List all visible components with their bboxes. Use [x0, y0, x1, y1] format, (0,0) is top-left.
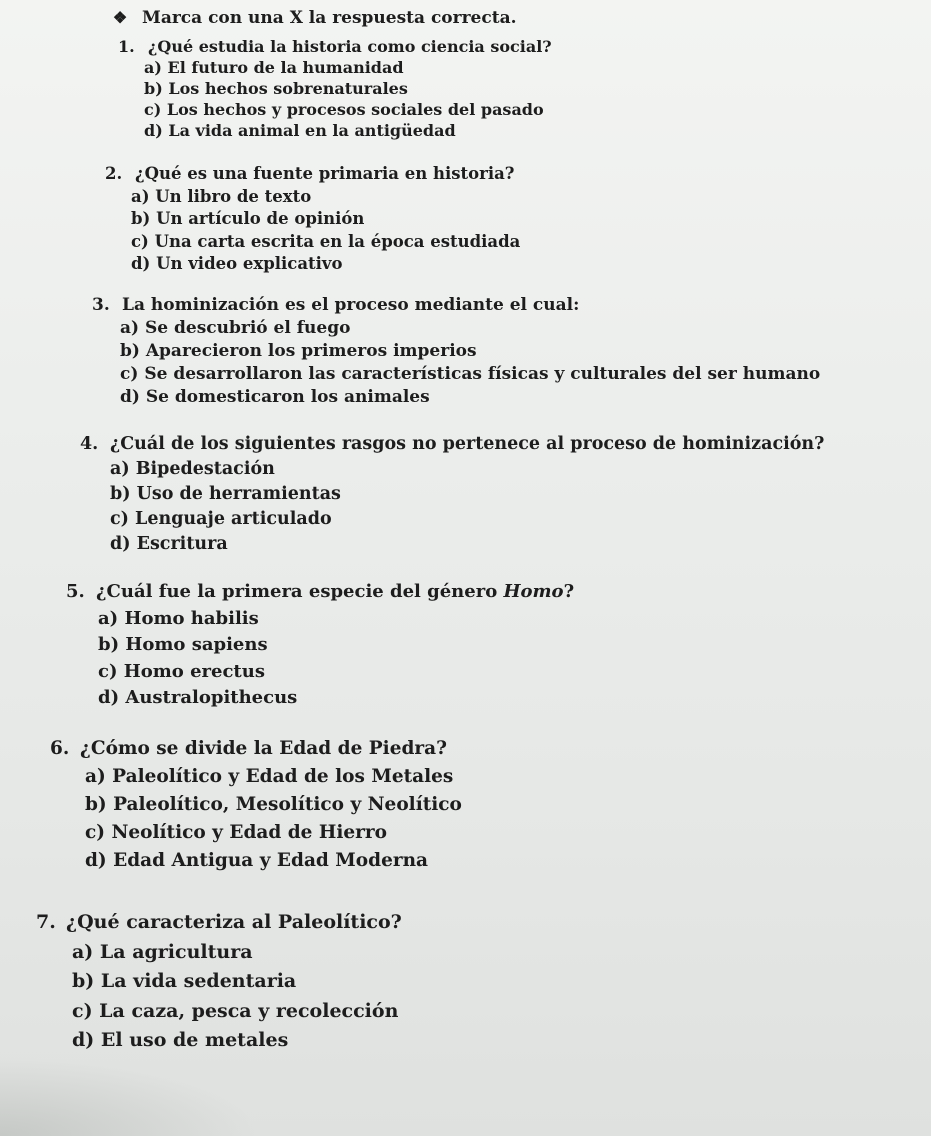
option-3a[interactable]: a) Se descubrió el fuego [120, 318, 351, 338]
question-4 [80, 432, 824, 557]
question-7-text [36, 908, 402, 938]
option-3b[interactable]: b) Aparecieron los primeros imperios [120, 341, 477, 361]
option-7d[interactable]: d) El uso de metales [72, 1029, 289, 1051]
instruction [112, 8, 517, 28]
option-6c[interactable]: c) Neolítico y Edad de Hierro [85, 822, 387, 843]
option-2b[interactable]: b) Un artículo de opinión [131, 209, 365, 228]
instruction-text: Marca con una X la respuesta correcta. [142, 8, 517, 28]
question-1 [118, 36, 552, 141]
diamond-bullet-icon: ❖ [112, 8, 128, 27]
option-7b[interactable]: b) La vida sedentaria [72, 970, 297, 992]
option-4b[interactable]: b) Uso de herramientas [110, 484, 341, 504]
question-number: 3. [92, 295, 110, 315]
question-number: 5. [66, 581, 85, 602]
question-number: 6. [50, 738, 70, 759]
question-number: 1. [118, 37, 135, 56]
question-3-text [92, 294, 820, 317]
option-4d[interactable]: d) Escritura [110, 534, 228, 554]
question-stem-emphasis: Homo [503, 581, 564, 602]
question-1-text [118, 36, 552, 57]
question-stem-emphasis: no [412, 434, 437, 454]
question-stem-post: ? [563, 581, 575, 602]
option-5c[interactable]: c) Homo erectus [98, 660, 265, 682]
option-7c[interactable]: c) La caza, pesca y recolección [72, 999, 399, 1022]
question-5 [66, 579, 574, 712]
question-stem: ¿Qué caracteriza al Paleolítico? [66, 911, 402, 933]
option-6b[interactable]: b) Paleolítico, Mesolítico y Neolítico [85, 794, 462, 815]
question-number: 7. [36, 911, 56, 933]
option-6a[interactable]: a) Paleolítico y Edad de los Metales [85, 766, 454, 787]
option-5d[interactable]: d) Australopithecus [98, 687, 298, 708]
question-3 [92, 294, 820, 409]
question-7 [36, 908, 402, 1056]
question-stem-pre: ¿Cuál fue la primera especie del género [96, 581, 504, 602]
question-stem: ¿Qué es una fuente primaria en historia? [135, 164, 515, 183]
question-stem: ¿Cómo se divide la Edad de Piedra? [80, 738, 447, 759]
question-stem-pre: ¿Cuál de los siguientes rasgos [110, 434, 413, 454]
question-6 [50, 735, 462, 875]
question-5-text [66, 579, 574, 606]
question-6-text [50, 735, 462, 763]
option-2c[interactable]: c) Una carta escrita en la época estudiada [131, 231, 521, 251]
option-3d[interactable]: d) Se domesticaron los animales [120, 387, 430, 407]
option-1c[interactable]: c) Los hechos y procesos sociales del pasado [144, 100, 544, 119]
option-2a[interactable]: a) Un libro de texto [131, 186, 312, 206]
page-shadow [0, 1056, 260, 1136]
question-number: 2. [105, 164, 123, 183]
option-5b[interactable]: b) Homo sapiens [98, 634, 268, 655]
option-6d[interactable]: d) Edad Antigua y Edad Moderna [85, 850, 429, 871]
question-number: 4. [80, 434, 99, 454]
question-2-text [105, 163, 520, 186]
question-2 [105, 163, 520, 276]
option-4a[interactable]: a) Bipedestación [110, 459, 275, 479]
option-1a[interactable]: a) El futuro de la humanidad [144, 58, 404, 77]
option-1b[interactable]: b) Los hechos sobrenaturales [144, 79, 408, 98]
question-stem-post: pertenece al proceso de hominización? [436, 434, 825, 454]
option-4c[interactable]: c) Lenguaje articulado [110, 509, 332, 529]
option-7a[interactable]: a) La agricultura [72, 940, 253, 963]
option-2d[interactable]: d) Un video explicativo [131, 254, 343, 273]
question-stem: ¿Qué estudia la historia como ciencia social? [148, 37, 552, 56]
question-4-text [80, 432, 824, 457]
option-5a[interactable]: a) Homo habilis [98, 607, 259, 629]
question-stem: La hominización es el proceso mediante el cual: [122, 295, 580, 315]
option-3c[interactable]: c) Se desarrollaron las características físicas y culturales del ser humano [120, 364, 821, 384]
option-1d[interactable]: d) La vida animal en la antigüedad [144, 121, 456, 140]
